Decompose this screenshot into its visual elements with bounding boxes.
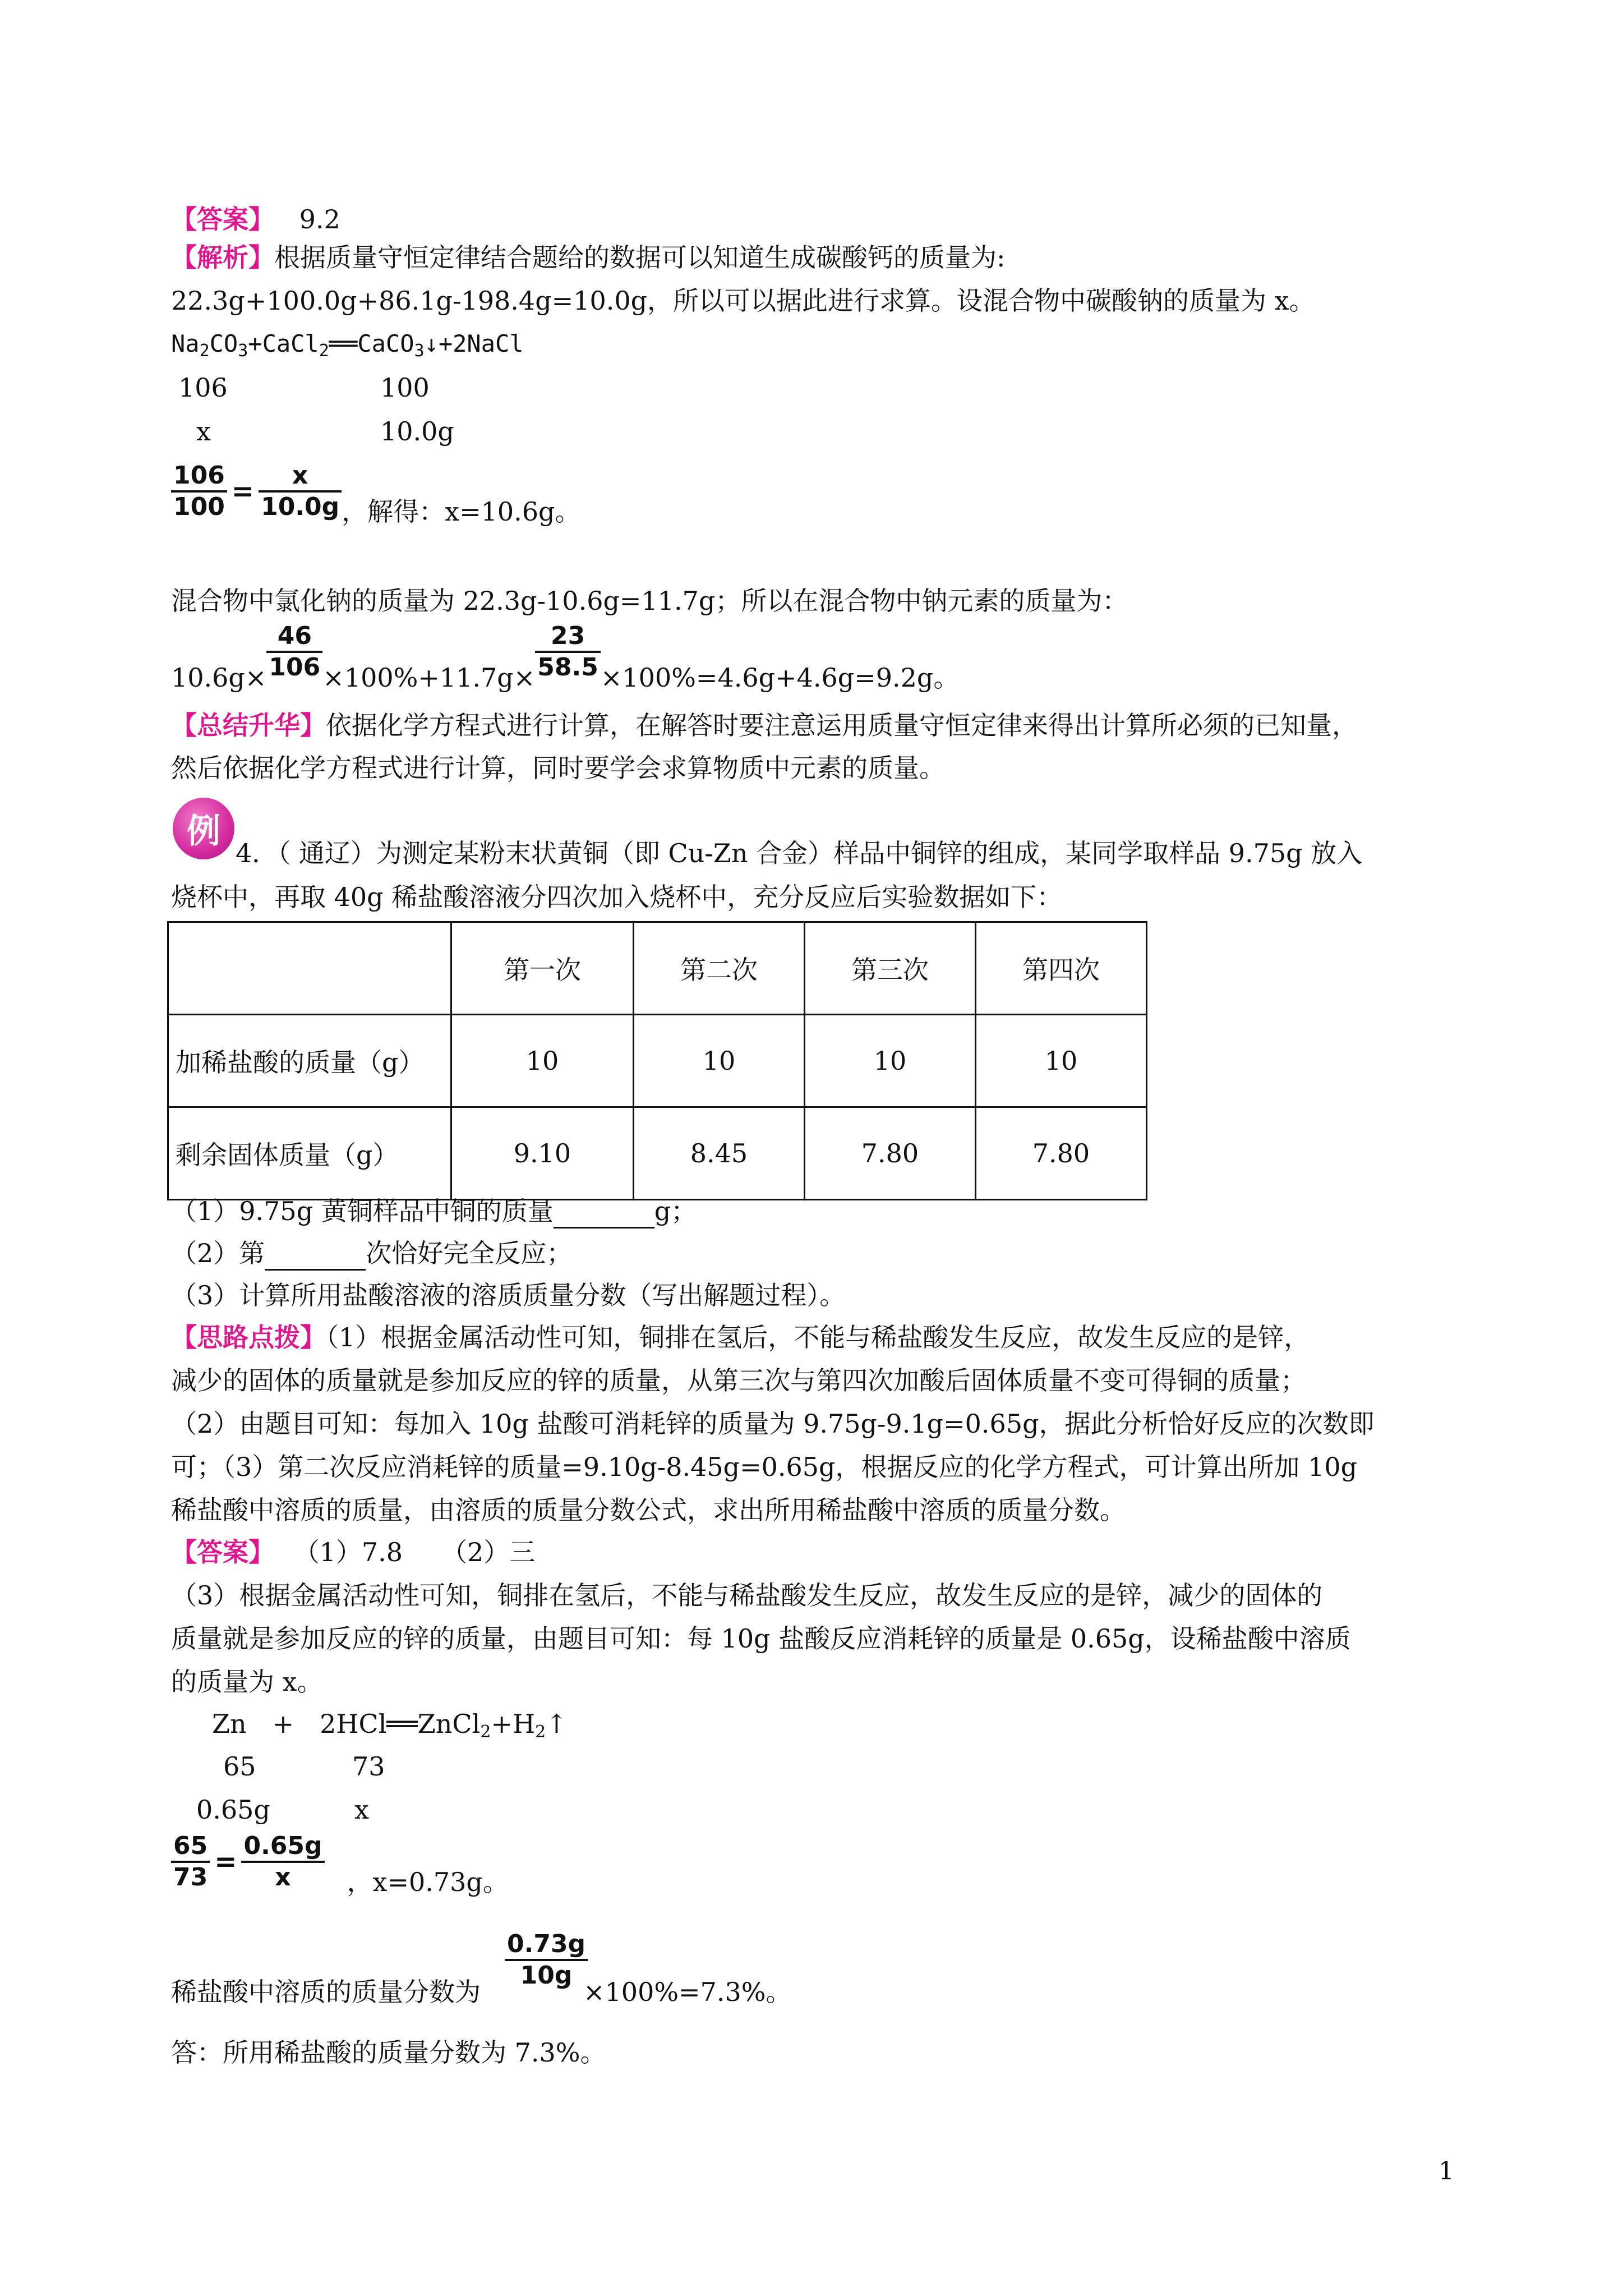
answer-blank	[265, 1246, 366, 1271]
eq-sub: 2	[480, 1722, 491, 1742]
eq-part: ↑	[546, 1709, 568, 1739]
proportion-equation-2	[171, 1832, 509, 1899]
analysis-text: 根据质量守恒定律结合题给的数据可以知道生成碳酸钙的质量为:	[274, 242, 1006, 273]
fraction-numerator: x	[259, 461, 342, 493]
table-cell: 8.45	[634, 1107, 805, 1200]
analysis-line-1	[171, 240, 1006, 275]
fraction	[171, 1832, 210, 1892]
fraction	[505, 1930, 588, 1990]
answer-2-line-3: 的质量为 x。	[171, 1667, 323, 1697]
table-header-cell: 第四次	[976, 922, 1147, 1015]
proportion-equation-1	[171, 461, 581, 529]
fraction-numerator: 0.73g	[505, 1930, 588, 1961]
eq-part: +CaCl	[248, 330, 319, 357]
solve-text: ，解得：x=10.6g。	[342, 496, 581, 527]
table-row	[168, 1015, 1147, 1107]
table-cell: 7.80	[976, 1107, 1147, 1200]
analysis-line-2: 22.3g+100.0g+86.1g-198.4g=10.0g，所以可以据此进行求算。设混合物中碳酸钠的质量为 x。	[171, 286, 1315, 316]
percent-text: 稀盐酸中溶质的质量分数为	[171, 1977, 481, 2007]
eq-sub: 2	[319, 341, 329, 361]
hint-line-3: （2）由题目可知：每加入 10g 盐酸可消耗锌的质量为 9.75g-9.1g=0.65g，据此分析恰好反应的次数即	[171, 1409, 1375, 1439]
fraction-denominator: 58.5	[537, 653, 598, 682]
molar-mass-left: 65	[223, 1751, 256, 1782]
fraction-numerator: 46	[266, 622, 322, 653]
eq-part: CO	[209, 330, 238, 357]
fraction-denominator: 100	[173, 493, 225, 521]
fraction-numerator: 23	[535, 622, 601, 653]
table-cell: 10	[805, 1015, 976, 1107]
summary-line-2: 然后依据化学方程式进行计算，同时要学会求算物质中元素的质量。	[171, 753, 945, 783]
eq-part: ↓+2NaCl	[424, 330, 524, 357]
example-badge-icon: 例	[173, 798, 234, 859]
answer-tag: 【答案】	[171, 1537, 274, 1567]
solve-text: ，x=0.73g。	[347, 1867, 509, 1897]
answer-2-line	[171, 1535, 535, 1570]
equals-sign: =	[231, 476, 255, 507]
fraction	[266, 622, 322, 682]
table-cell: 7.80	[805, 1107, 976, 1200]
chemical-equation-1	[171, 326, 524, 369]
analysis-tag: 【解析】	[171, 242, 274, 273]
calc-part: ×100%=4.6g+4.6g=9.2g。	[600, 662, 960, 693]
summary-text: 依据化学方程式进行计算，在解答时要注意运用质量守恒定律来得出计算所必须的已知量，	[326, 710, 1358, 740]
hint-line-2: 减少的固体的质量就是参加反应的锌的质量，从第三次与第四次加酸后固体质量不变可得铜的质量；	[171, 1365, 1306, 1396]
molar-mass-right: 73	[352, 1751, 385, 1782]
fraction-denominator: 106	[269, 653, 321, 682]
molar-mass-left: 106	[178, 372, 228, 403]
eq-sub: 2	[199, 341, 210, 361]
answer-line	[171, 202, 340, 237]
table-cell: 9.10	[451, 1107, 634, 1200]
fraction-denominator: 73	[173, 1863, 208, 1892]
table-row-label: 加稀盐酸的质量（g）	[168, 1015, 451, 1107]
percent-tail: ×100%=7.3%。	[583, 1977, 792, 2007]
fraction-numerator: 65	[171, 1832, 210, 1863]
fraction-denominator: 10.0g	[261, 493, 340, 521]
equals-sign: =	[214, 1846, 237, 1878]
sub-question-2	[171, 1236, 572, 1271]
question-4-line-1: 4．（ 通辽）为测定某粉末状黄铜（即 Cu-Zn 合金）样品中铜锌的组成，某同学取样品 9.75g 放入	[236, 838, 1363, 868]
answer-tag: 【答案】	[171, 204, 274, 234]
fraction-numerator: 0.65g	[241, 1832, 324, 1863]
hint-line-5: 稀盐酸中溶质的质量，由溶质的质量分数公式，求出所用稀盐酸中溶质的质量分数。	[171, 1495, 1126, 1525]
fraction	[535, 622, 601, 682]
table-header-cell	[168, 922, 451, 1015]
final-answer: 答：所用稀盐酸的质量分数为 7.3%。	[171, 2037, 606, 2068]
table-header-cell: 第一次	[451, 922, 634, 1015]
known-right: 10.0g	[380, 416, 454, 447]
eq-sub: 2	[535, 1722, 546, 1742]
sub-question-3: （3）计算所用盐酸溶液的溶质质量分数（写出解题过程）。	[171, 1280, 846, 1310]
table-row-label: 剩余固体质量（g）	[168, 1107, 451, 1200]
answer-text: （1）7.8 （2）三	[293, 1537, 536, 1567]
eq-part: Na	[171, 330, 200, 357]
table-header-cell: 第三次	[805, 922, 976, 1015]
hint-tag: 【思路点拨】	[171, 1322, 326, 1352]
summary-tag: 【总结升华】	[171, 710, 326, 740]
sub-question-text: （1）9.75g 黄铜样品中铜的质量	[171, 1196, 554, 1226]
question-4-line-2: 烧杯中，再取 40g 稀盐酸溶液分四次加入烧杯中，充分反应后实验数据如下：	[171, 882, 1063, 912]
fraction-numerator: 106	[171, 461, 227, 493]
eq-part: Zn + 2HCl══ZnCl	[212, 1709, 481, 1739]
sub-question-1	[171, 1194, 697, 1228]
answer-blank	[554, 1204, 654, 1228]
sub-question-text: （2）第	[171, 1238, 265, 1268]
answer-2-line-1: （3）根据金属活动性可知，铜排在氢后，不能与稀盐酸发生反应，故发生反应的是锌，减少的固体的	[171, 1580, 1323, 1611]
fraction-denominator: x	[275, 1863, 291, 1892]
fraction	[241, 1832, 324, 1892]
fraction	[259, 461, 342, 522]
eq-sub: 3	[238, 341, 248, 361]
molar-mass-right: 100	[380, 372, 430, 403]
table-header-row	[168, 922, 1147, 1015]
eq-part: ══CaCO	[329, 330, 414, 357]
hint-line-1	[171, 1320, 1310, 1355]
page-number: 1	[1438, 2157, 1454, 2185]
table-cell: 10	[976, 1015, 1147, 1107]
experiment-data-table	[167, 921, 1147, 1200]
chemical-equation-2	[212, 1706, 568, 1750]
eq-part: +H	[491, 1709, 536, 1739]
table-row	[168, 1107, 1147, 1200]
sub-question-text: 次恰好完全反应；	[366, 1238, 573, 1268]
unknown-right: x	[354, 1795, 369, 1825]
eq-sub: 3	[414, 341, 425, 361]
percent-fraction	[505, 1930, 588, 1990]
hint-line-4: 可；（3）第二次反应消耗锌的质量=9.10g-8.45g=0.65g，根据反应的化学方程式，可计算出所加 10g	[171, 1452, 1358, 1482]
known-left: 0.65g	[196, 1795, 270, 1825]
unknown-left: x	[196, 416, 211, 447]
answer-value: 9.2	[299, 204, 340, 234]
calc-part: 10.6g×	[171, 662, 267, 693]
sodium-calculation	[171, 622, 959, 695]
fraction	[171, 461, 227, 522]
table-cell: 10	[634, 1015, 805, 1107]
calc-part: ×100%+11.7g×	[322, 662, 536, 693]
nacl-mass-line: 混合物中氯化钠的质量为 22.3g-10.6g=11.7g；所以在混合物中钠元素的质量为：	[171, 586, 1128, 616]
summary-line-1	[171, 708, 1358, 743]
table-header-cell: 第二次	[634, 922, 805, 1015]
sub-question-text: g；	[654, 1196, 697, 1226]
table-cell: 10	[451, 1015, 634, 1107]
fraction-denominator: 10g	[520, 1961, 573, 1990]
hint-text: （1）根据金属活动性可知，铜排在氢后，不能与稀盐酸发生反应，故发生反应的是锌，	[326, 1322, 1310, 1352]
answer-2-line-2: 质量就是参加反应的锌的质量，由题目可知：每 10g 盐酸反应消耗锌的质量是 0.65g，设稀盐酸中溶质	[171, 1623, 1351, 1654]
